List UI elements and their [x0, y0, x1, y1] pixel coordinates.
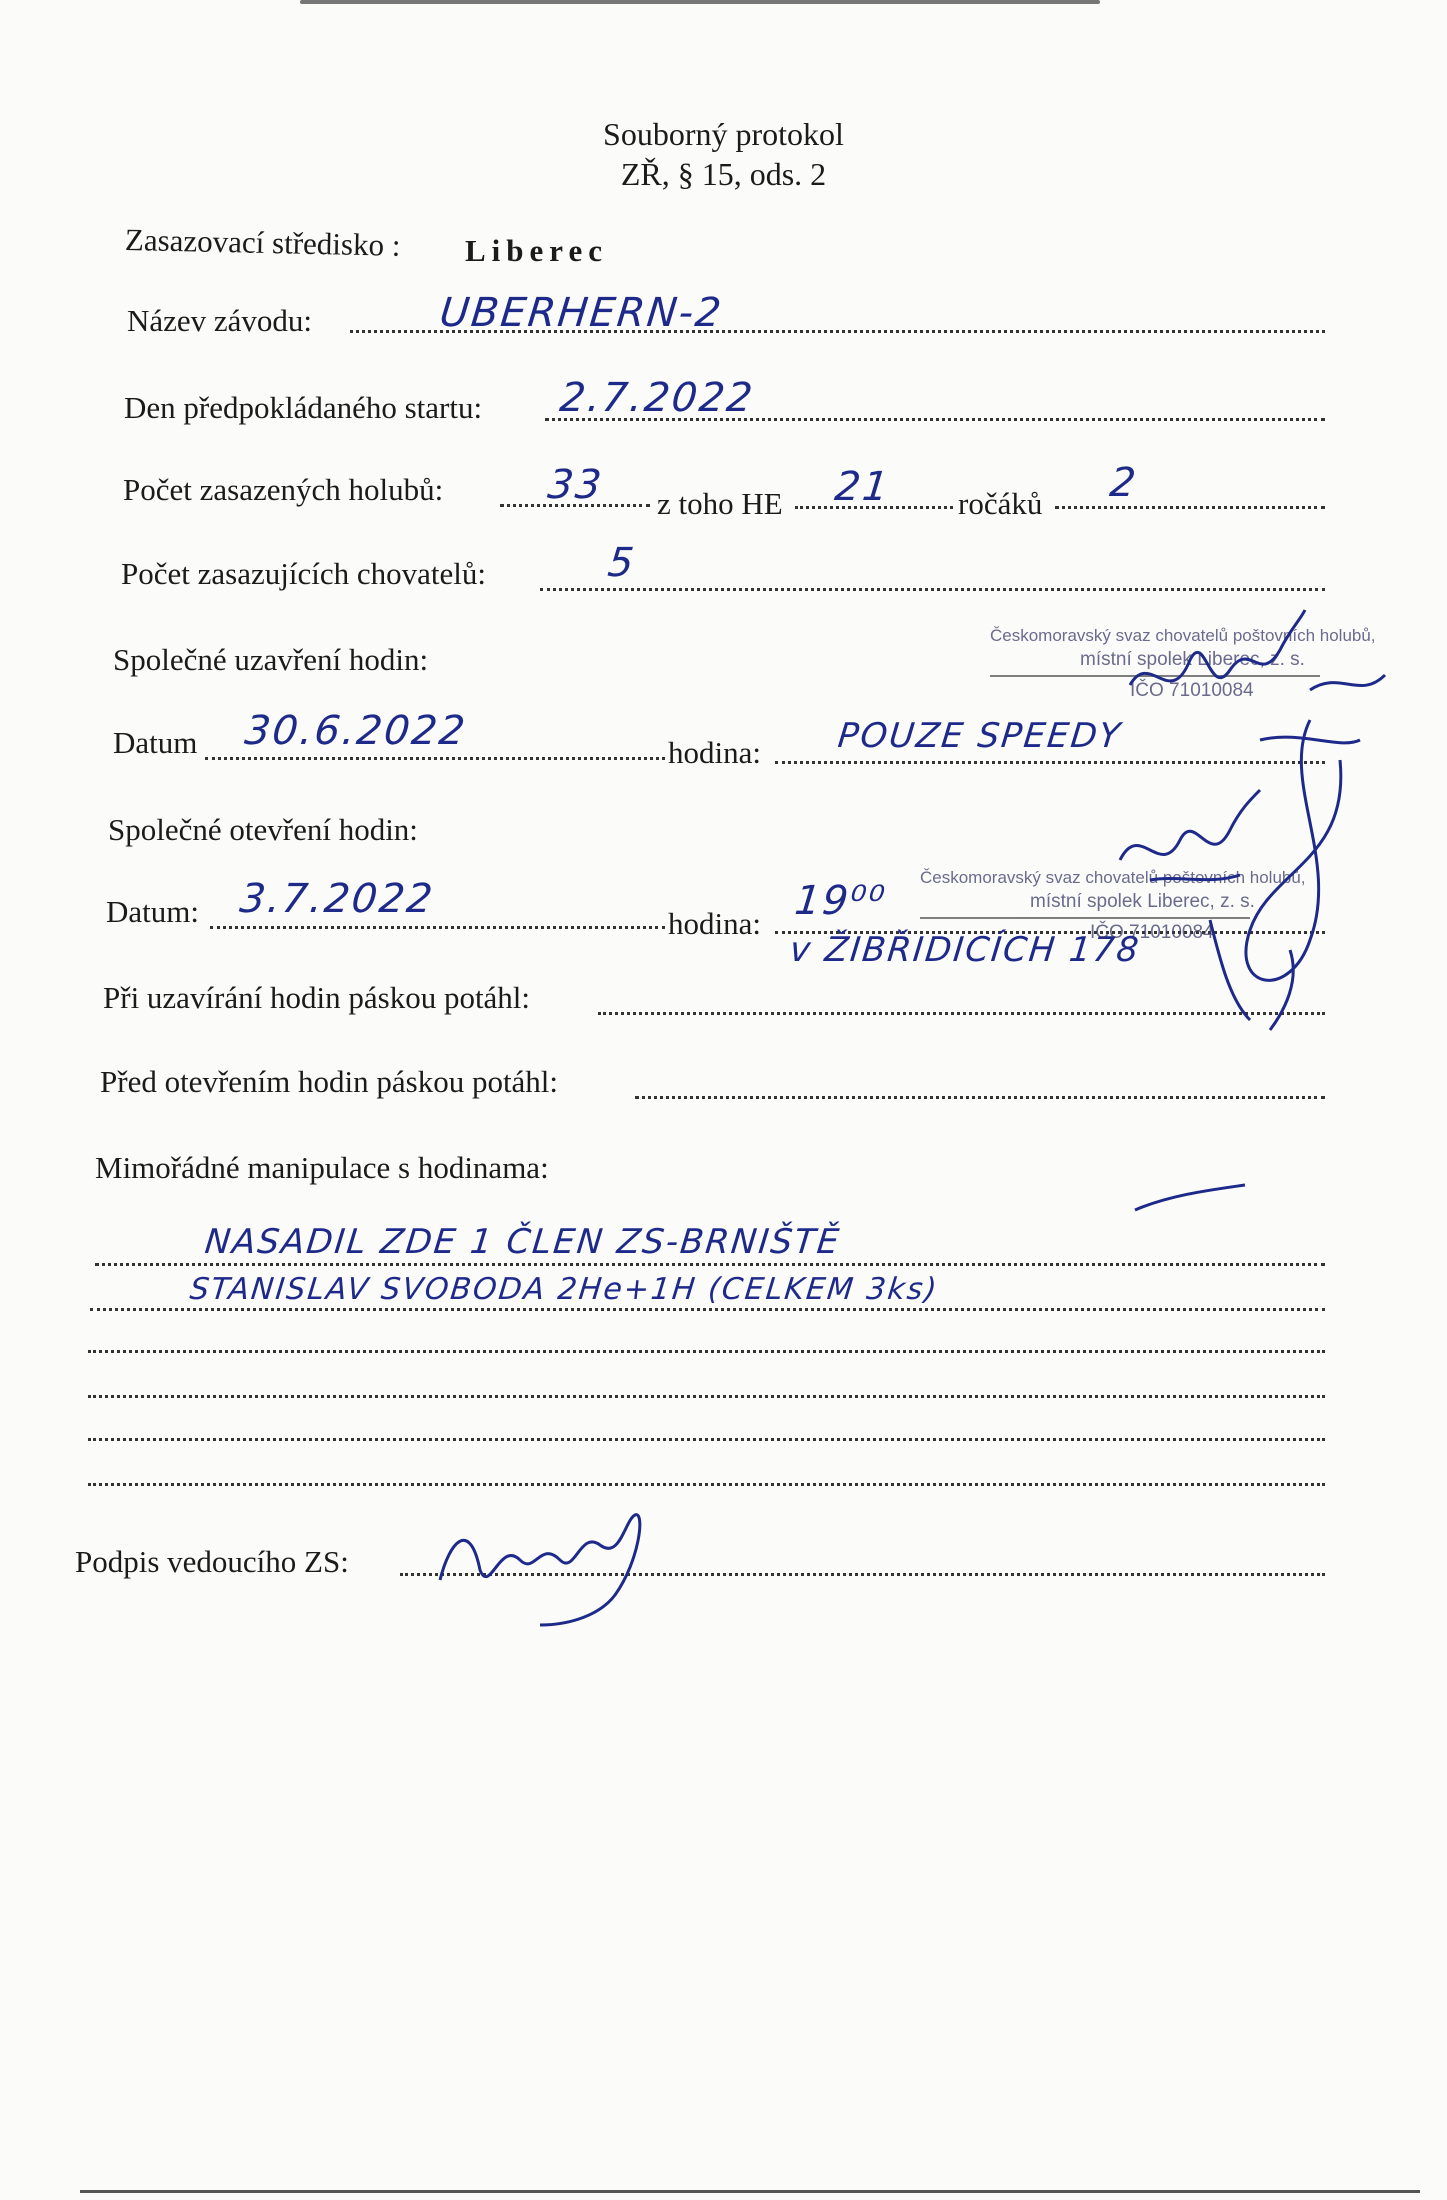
- stamp-lower-line-3: IČO 71010084: [1090, 922, 1214, 943]
- opening-hour-label: hodina:: [668, 906, 761, 941]
- stamp-upper-line-2: místní spolek Liberec, z. s.: [1080, 649, 1305, 670]
- manipulation-line-5: [88, 1438, 1325, 1441]
- manipulation-label: Mimořádné manipulace s hodinama:: [95, 1150, 549, 1185]
- manipulation-line-2: [90, 1308, 1325, 1311]
- start-date-value[interactable]: 2.7.2022: [557, 375, 757, 421]
- he-value[interactable]: 21: [832, 464, 893, 510]
- stamp-upper-line-1: Českomoravský svaz chovatelů poštovních holubů,: [990, 626, 1376, 645]
- tape-close-label: Při uzavírání hodin páskou potáhl:: [103, 980, 531, 1015]
- document-subtitle: ZŘ, § 15, ods. 2: [620, 156, 827, 192]
- manipulation-line-3: [88, 1350, 1325, 1353]
- closing-date-label: Datum: [113, 725, 198, 760]
- manipulation-text-1[interactable]: NASADIL ZDE 1 ČLEN ZS-BRNIŠTĚ: [202, 1222, 843, 1262]
- tape-open-label: Před otevřením hodin páskou potáhl:: [100, 1064, 559, 1099]
- race-name-value[interactable]: UBERHERN-2: [437, 290, 726, 336]
- opening-place-value[interactable]: v ŽIBŘIDICÍCH 178: [787, 930, 1143, 970]
- opening-date-value[interactable]: 3.7.2022: [237, 876, 437, 922]
- closing-heading: Společné uzavření hodin:: [113, 642, 429, 677]
- pigeons-count-value[interactable]: 33: [545, 462, 606, 508]
- opening-heading: Společné otevření hodin:: [108, 812, 418, 847]
- signature-leader: [430, 1500, 670, 1630]
- manipulation-text-2[interactable]: STANISLAV SVOBODA 2He+1H (CELKEM 3ks): [188, 1272, 941, 1307]
- station-value: Liberec: [465, 233, 609, 268]
- opening-hour-value[interactable]: 19⁰⁰: [792, 878, 889, 924]
- opening-date-label: Datum:: [106, 894, 199, 929]
- yearlings-line: [1055, 506, 1325, 509]
- manipulation-line-1: [95, 1263, 1325, 1266]
- stamp-upper-line-3: IČO 71010084: [1130, 680, 1254, 701]
- opening-date-line: [210, 926, 665, 929]
- breeders-count-value[interactable]: 5: [605, 540, 638, 586]
- leader-signature-label: Podpis vedoucího ZS:: [75, 1544, 349, 1579]
- signature-middle: [1110, 780, 1280, 900]
- paper-edge-top: [300, 0, 1100, 4]
- yearlings-value[interactable]: 2: [1107, 460, 1140, 506]
- closing-hour-label: hodina:: [668, 735, 761, 770]
- closing-date-value[interactable]: 30.6.2022: [242, 708, 469, 754]
- tape-open-line: [635, 1096, 1325, 1099]
- paper-edge-bottom: [80, 2190, 1420, 2193]
- race-name-label: Název závodu:: [127, 303, 313, 338]
- yearlings-label: ročáků: [958, 486, 1043, 521]
- start-date-label: Den předpokládaného startu:: [124, 390, 483, 425]
- stamp-lower-line-1: Českomoravský svaz chovatelů poštovních holubů,: [920, 868, 1306, 887]
- manipulation-line-4: [88, 1395, 1325, 1398]
- pigeons-count-label: Počet zasazených holubů:: [123, 472, 444, 507]
- closing-hour-value[interactable]: POUZE SPEEDY: [835, 716, 1124, 756]
- stamp-lower-line-2: místní spolek Liberec, z. s.: [1030, 891, 1255, 912]
- station-label: Zasazovací středisko :: [124, 222, 401, 263]
- manipulation-line-6: [88, 1483, 1325, 1486]
- he-label: z toho HE: [657, 486, 783, 521]
- document-title: Souborný protokol: [603, 116, 844, 152]
- closing-date-line: [205, 757, 665, 760]
- breeders-count-label: Počet zasazujících chovatelů:: [121, 556, 486, 591]
- manipulation-stroke: [1130, 1180, 1250, 1220]
